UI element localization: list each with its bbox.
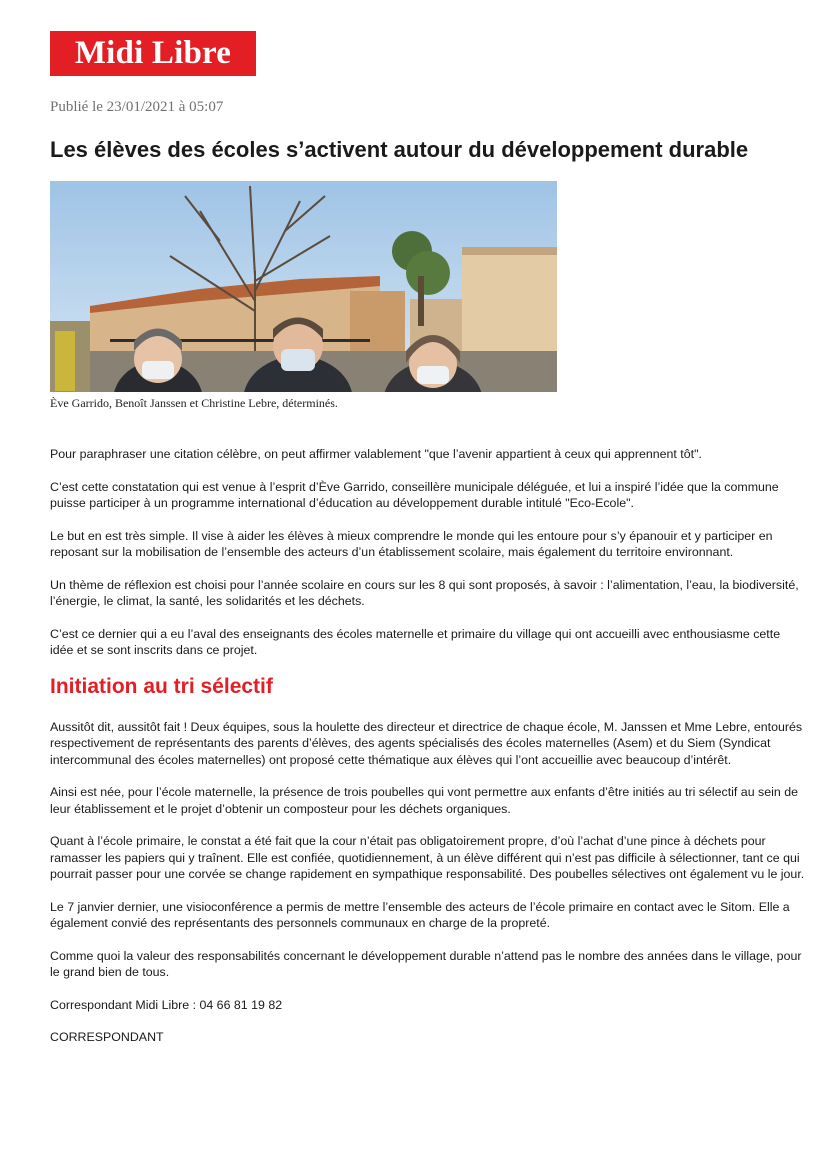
article-photo [50,181,557,392]
paragraph: C’est cette constatation qui est venue à l’esprit d’Ève Garrido, conseillère municipale déléguée, et lui a inspiré l’idée que la commune puisse participer à un programme international d’éducation au développement durable intitulé "Eco-Ecole". [50,479,779,510]
paragraph: Quant à l’école primaire, le constat a été fait que la cour n’était pas obligatoirement propre, d’où l’achat d’une pince à déchets pour ramasser les papiers qui y traînent. Elle est confiée, quotidiennement, à un élève différent qui n’est pas difficile à sélectionner, tant ce qui pourrait passer pour une corvée se change rapidement en sympathique responsabilité. Des poubelles sélectives ont également vu le jour. [50,834,805,881]
paragraph: Un thème de réflexion est choisi pour l’année scolaire en cours sur les 8 qui sont proposés, à savoir : l’alimentation, l’eau, la biodiversité, l’énergie, le climat, la santé, les solidarités et les déchets. [50,577,799,608]
section-subheading: Initiation au tri sélectif [50,674,273,698]
author-signature: CORRESPONDANT [50,1030,164,1044]
site-logo: Midi Libre [50,31,256,76]
paragraph: Le 7 janvier dernier, une visioconférence a permis de mettre l’ensemble des acteurs de l’école primaire en contact avec le Sitom. Elle a également convié des représentants des personnels communaux en charge de la propreté. [50,899,790,930]
paragraph: Pour paraphraser une citation célèbre, on peut affirmer valablement "que l’avenir appartient à ceux qui apprennent tôt". [50,447,702,461]
paragraph: Ainsi est née, pour l’école maternelle, la présence de trois poubelles qui vont permettre aux enfants d’être initiés au tri sélectif au sein de leur établissement et le projet d’obtenir un composteur pour les déchets organiques. [50,785,798,816]
correspondent-contact: Correspondant Midi Libre : 04 66 81 19 82 [50,997,283,1012]
photo-caption: Ève Garrido, Benoît Janssen et Christine Lebre, déterminés. [50,396,338,410]
paragraph: Comme quoi la valeur des responsabilités concernant le développement durable n’attend pas le nombre des années dans le village, pour le grand bien de tous. [50,948,802,979]
paragraph: Aussitôt dit, aussitôt fait ! Deux équipes, sous la houlette des directeur et directrice de chaque école, M. Janssen et Mme Lebre, entourés respectivement de représentants des parents d’élèves, des agents spécialisés des écoles maternelles (Asem) et du Siem (Syndicat intercommunal des écoles maternelles) ont proposé cette thématique aux élèves qui l’ont accueillie avec beaucoup d’intérêt. [50,719,803,767]
article-body [50,446,805,1062]
article-title: Les élèves des écoles s’activent autour du développement durable [50,137,749,162]
paragraph: C’est ce dernier qui a eu l’aval des enseignants des écoles maternelle et primaire du village qui ont accueilli avec enthousiasme cette idée et se sont inscrits dans ce projet. [50,626,781,657]
publication-date: Publié le 23/01/2021 à 05:07 [50,99,224,115]
paragraph: Le but en est très simple. Il vise à aider les élèves à mieux comprendre le monde qui les entoure pour s’y épanouir et y participer en reposant sur la mobilisation de l’ensemble des acteurs d’un établissement scolaire, mais également du territoire environnant. [50,528,773,559]
